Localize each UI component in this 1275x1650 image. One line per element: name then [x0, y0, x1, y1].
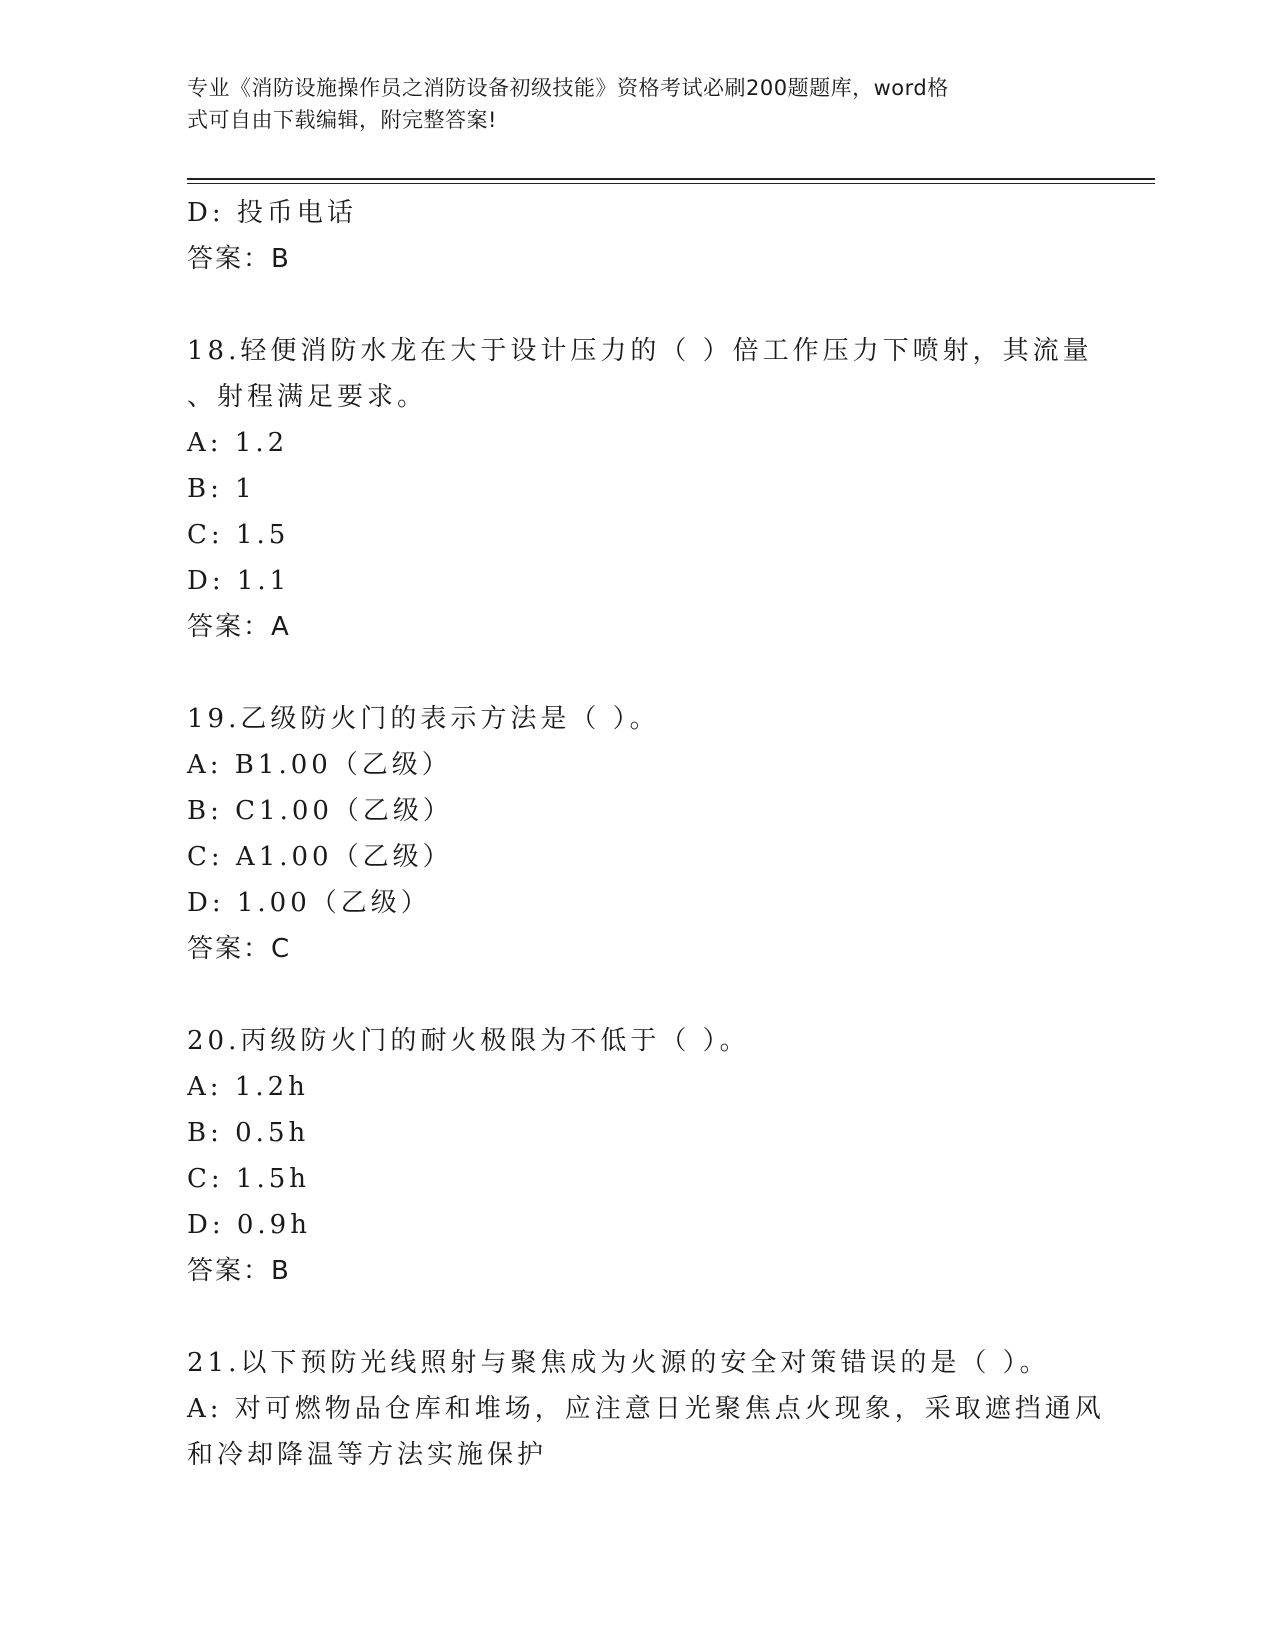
option-b: B: 1 [187, 474, 256, 504]
question-18 [187, 328, 1093, 650]
spacer [187, 972, 1087, 1018]
header-divider-thin [187, 183, 1155, 184]
question-stem-continued: 、射程满足要求。 [187, 382, 428, 412]
option-a: A: B1.00（乙级） [187, 750, 452, 780]
option-d: D: 0.9h [187, 1210, 311, 1240]
option-d: D: 投币电话 [187, 198, 357, 228]
answer-line: 答案：C [187, 934, 292, 964]
header-line-2: 式可自由下载编辑，附完整答案! [187, 108, 497, 132]
spacer [187, 282, 1087, 328]
option-c: C: A1.00（乙级） [187, 842, 453, 872]
question-stem: 20.丙级防火门的耐火极限为不低于（ ）。 [187, 1026, 750, 1056]
option-d: D: 1.00（乙级） [187, 888, 431, 918]
document-header [187, 72, 1067, 136]
option-c: C: 1.5h [187, 1164, 311, 1194]
question-content [187, 190, 1105, 1478]
header-divider-thick [187, 178, 1155, 180]
option-b: B: C1.00（乙级） [187, 796, 453, 826]
question-stem: 18.轻便消防水龙在大于设计压力的（ ）倍工作压力下喷射，其流量 [187, 336, 1093, 366]
option-d: D: 1.1 [187, 566, 291, 596]
question-21 [187, 1340, 1105, 1478]
answer-line: 答案：A [187, 612, 291, 642]
spacer [187, 1294, 1087, 1340]
header-line-1: 专业《消防设施操作员之消防设备初级技能》资格考试必刷200题题库，word格 [187, 76, 949, 100]
option-a: A: 1.2h [187, 1072, 309, 1102]
question-20 [187, 1018, 1087, 1294]
question-19 [187, 696, 1087, 972]
option-b: B: 0.5h [187, 1118, 310, 1148]
option-a: A: 1.2 [187, 428, 289, 458]
answer-line: 答案：B [187, 244, 291, 274]
question-stem: 21.以下预防光线照射与聚焦成为火源的安全对策错误的是（ ）。 [187, 1348, 1050, 1378]
option-c: C: 1.5 [187, 520, 290, 550]
spacer [187, 650, 1087, 696]
option-a: A: 对可燃物品仓库和堆场，应注意日光聚焦点火现象，采取遮挡通风 [187, 1394, 1105, 1424]
option-a-continued: 和冷却降温等方法实施保护 [187, 1440, 548, 1470]
answer-line: 答案：B [187, 1256, 291, 1286]
question-stem: 19.乙级防火门的表示方法是（ ）。 [187, 704, 660, 734]
